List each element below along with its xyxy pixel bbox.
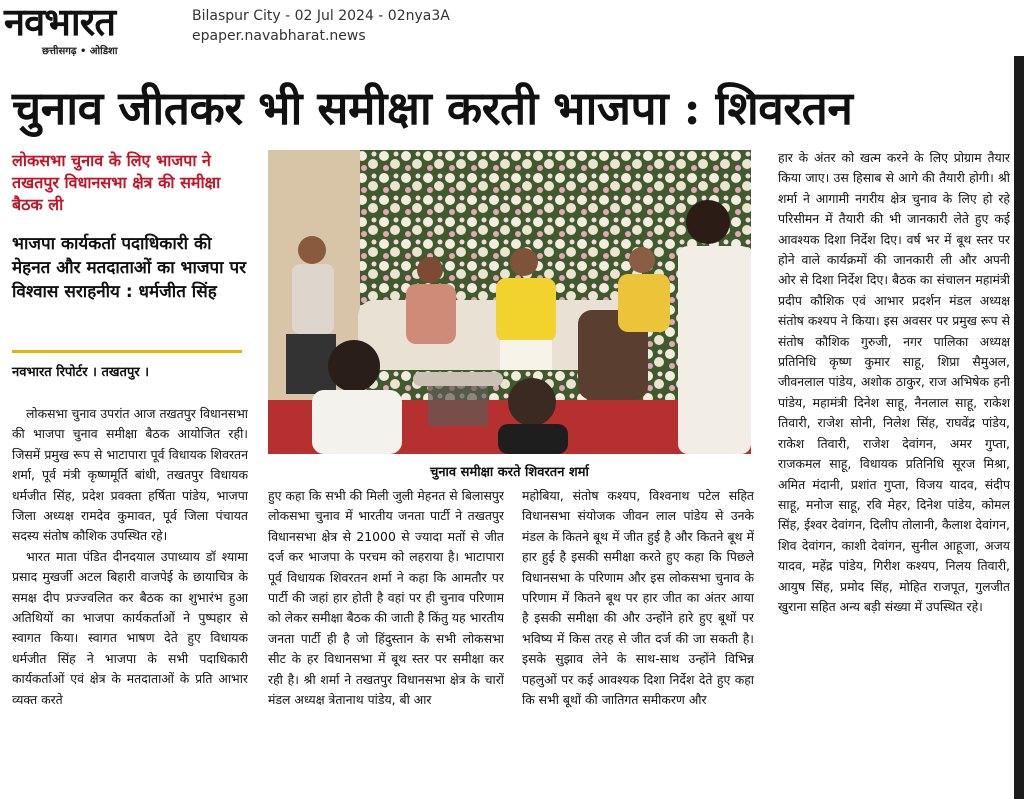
edition-line: Bilaspur City - 02 Jul 2024 - 02nya3A [192,8,450,24]
yellow-divider [12,350,242,353]
article-column-4 [778,148,1010,798]
article-subhead-red: लोकसभा चुनाव के लिए भाजपा ने तखतपुर विधानसभा क्षेत्र की समीक्षा बैठक ली [12,151,221,214]
article-column-1 [12,404,248,796]
logo-text: नवभारत [4,0,115,44]
logo-subtext: छत्तीसगढ़ • ओडिशा [42,46,118,57]
column-paragraph: भारत माता पंडित दीनदयाल उपाध्याय डॉ श्यामा प्रसाद मुखर्जी अटल बिहारी वाजपेई के छायाचित्र के समक्ष दीप प्रज्ज्वलित कर बैठक का शुभारंभ हुआ अतिथियों का भाजपा कार्यकर्ताओं ने पुष्पहार से स्वागत किया। स्वागत भाषण देते हुए विधायक धर्मजीत सिंह ने भाजपा के सभी पदाधिकारी कार्यकर्ताओं एवं क्षेत्र के मतदाताओं के प्रति आभार व्यक्त करते [12,548,248,707]
column-paragraph: हार के अंतर को खत्म करने के लिए प्रोग्राम तैयार किया जाए। उस हिसाब से आगे की तैयारी होगी। श्री शर्मा ने आगामी नगरीय क्षेत्र चुनाव के लिए हो रहे परिसीमन में तैयारी की भी जानकारी लेते हुए कई आवश्यक दिशा निर्देश दिए। वर्ष भर में बूथ स्तर पर होने वाले कार्यक्रमों की जानकारी ली और अपनी ओर से दिशा निर्देश दिए। बैठक का संचालन महामंत्री प्रदीप कौशिक एवं आभार प्रदर्शन मंडल अध्यक्ष संतोष कश्यप ने किया। इस अवसर पर प्रमुख रूप से संतोष कौशिक गुरुजी, नगर पालिका अध्यक्ष प्रतिनिधि कृष्ण कुमार साहू, शिप्रा सैमुअल, जीवनलाल पांडेय, अशोक ठाकुर, राज अभिषेक हनी पांडेय, महामंत्री दिनेश साहू, नैनलाल साहू, राकेश तिवारी, राजेश सोनी, निलेश सिंह, राघवेंद्र पांडेय, राकेश तिवारी, राजेश देवांगन, अमर गुप्ता, राजकमल साहू, विधायक प्रतिनिधि सूरज मिश्रा, अमित मंदानी, प्रशांत गुप्ता, विजय यादव, संदीप साहू, मनोज साहू, रवि मेहर, दिनेश पांडेय, कोमल सिंह, ईश्वर देवांगन, दिलीप तोलानी, कैलाश देवांगन, शिव देवांगन, काशी देवांगन, सुनील आहूजा, अजय यादव, महेंद्र पांडेय, गिरीश कश्यप, निलय तिवारी, आयुष सिंह, प्रमोद सिंह, मोहित राजपूत, गुलजीत खुराना सहित अन्य बड़ी संख्या में उपस्थित रहे। [778,150,1010,614]
column-paragraph: हुए कहा कि सभी की मिली जुली मेहनत से बिलासपुर लोकसभा चुनाव में भारतीय जनता पार्टी ने तखतपुर विधानसभा क्षेत्र से 21000 से ज्यादा मतों से जीत दर्ज कर भाजपा के परचम को लहराया है। भाटापारा पूर्व विधायक शिवरतन शर्मा ने कहा कि आमतौर पर पार्टी की जहां हार होती है वहां पर ही चुनाव परिणाम को लेकर समीक्षा बैठक की जाती है किंतु यह भारतीय जनता पार्टी ही है जो हिंदुस्तान के सभी लोकसभा सीट के हर विधानसभा में बूथ स्तर पर समीक्षा कर रही है। श्री शर्मा ने तखतपुर विधानसभा क्षेत्र के चारों मंडल अध्यक्ष त्रेतानाथ पांडेय, बी आर [268,488,504,708]
article-byline: नवभारत रिपोर्टर । तखतपुर । [12,365,150,380]
column-paragraph: लोकसभा चुनाव उपरांत आज तखतपुर विधानसभा की भाजपा चुनाव समीक्षा बैठक आयोजित रही। जिसमें प्रमुख रूप से भाटापारा पूर्व विधायक शिवरतन शर्मा, पूर्व मंत्री कृष्णमूर्ति बांधी, तखतपुर विधायक धर्मजीत सिंह, प्रदेश प्रवक्ता हर्षिता पांडेय, भाजपा जिला अध्यक्ष रामदेव कुमावत, पूर्व जिला पंचायत सदस्य संतोष कौशिक उपस्थित रहे। [12,406,248,544]
meeting-photo-illustration [268,150,751,454]
column-paragraph: महोबिया, संतोष कश्यप, विश्वनाथ पटेल सहित विधानसभा संयोजक जीवन लाल पांडेय से उनके मंडल के कितने बूथ में जीत हुई है और कितने बूथ में हार हुई है इसकी समीक्षा करते हुए कहा कि पिछले विधानसभा के परिणाम और इस लोकसभा चुनाव के परिणाम में कितने बूथ पर हार जीत का अंतर आया है इसकी समीक्षा की और उन्होंने हारे हुए बूथों पर भविष्य में किस तरह से जीत दर्ज की जा सकती है। इसके सुझाव लेने के साथ-साथ उन्होंने विभिन्न पहलुओं पर कई आवश्यक दिशा निर्देश देते हुए कहा कि सभी बूथों की जातिगत समीकरण और [522,488,754,708]
article-headline: चुनाव जीतकर भी समीक्षा करती भाजपा : शिवरतन [12,81,853,135]
site-link[interactable]: epaper.navabharat.news [192,28,366,44]
article-photo[interactable] [268,150,751,454]
newspaper-logo[interactable] [4,2,172,56]
masthead [0,0,1024,58]
page-edge-bar [1014,56,1024,799]
article-column-3 [522,486,754,798]
photo-caption: चुनाव समीक्षा करते शिवरतन शर्मा [430,465,589,480]
article-subhead-black: भाजपा कार्यकर्ता पदाधिकारी की मेहनत और मतदाताओं का भाजपा पर विश्वास सराहनीय : धर्मजीत सिंह [12,234,247,302]
article-column-2 [268,486,504,798]
